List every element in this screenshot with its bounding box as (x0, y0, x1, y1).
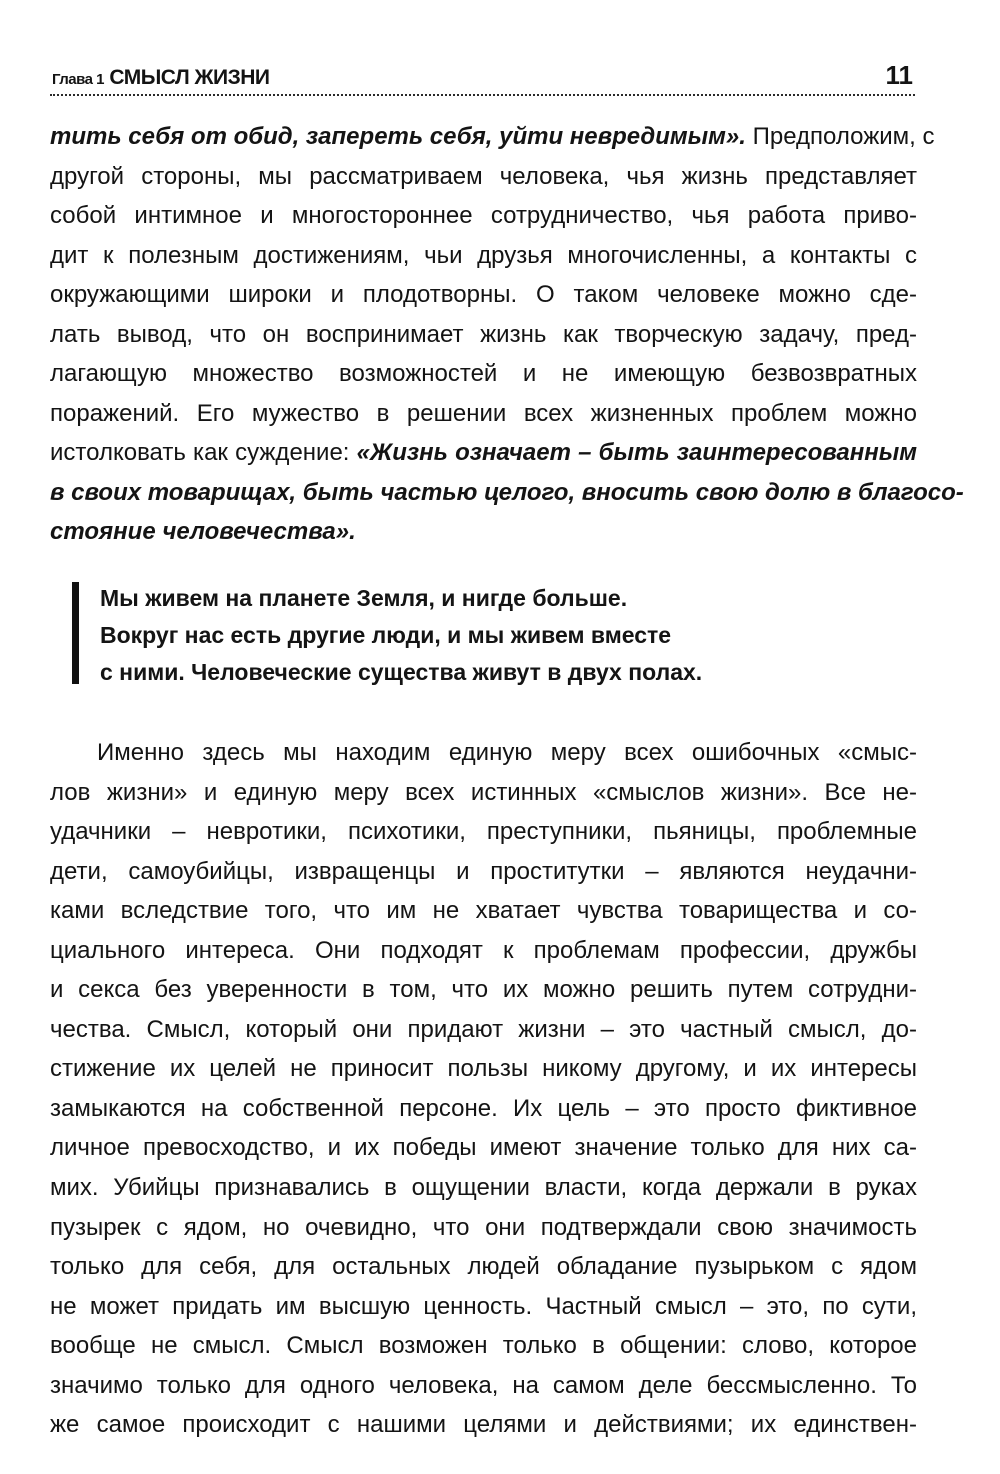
text-line (50, 275, 917, 315)
text-line: удачники – невротики, психотики, преступники, пьяницы, проблемные (50, 818, 917, 846)
chapter-title: СМЫСЛ ЖИЗНИ (109, 66, 270, 89)
text-run: другой стороны, мы рассматриваем человека, чья жизнь представляет (50, 162, 917, 190)
text-line: циального интереса. Они подходят к проблемам профессии, дружбы (50, 936, 917, 964)
text-run: дит к полезным достижениям, чьи друзья многочисленны, а контакты с (50, 241, 917, 269)
text-line: ками вследствие того, что им не хватает чувства товарищества и со- (50, 897, 917, 925)
text-line: вообще не смысл. Смысл возможен только в общении: слово, которое (50, 1332, 917, 1360)
pull-quote-line: Мы живем на планете Земля, и нигде больше. (100, 585, 628, 611)
text-run: собой интимное и многостороннее сотрудничество, чья работа приво- (50, 202, 917, 230)
text-line: чества. Смысл, который они придают жизни – это частный смысл, до- (50, 1015, 917, 1043)
running-head (50, 58, 915, 96)
text-run: истолковать как суждение: (50, 439, 357, 467)
text-line (50, 433, 917, 473)
chapter-label: Глава 1 (52, 71, 105, 88)
emphasis-run: «Жизнь означает – быть заинтересованным (356, 439, 917, 467)
text-line: мих. Убийцы признавались в ощущении власти, когда держали в руках (50, 1174, 917, 1202)
text-line: Именно здесь мы находим единую меру всех ошибочных «смыс- (97, 739, 917, 766)
text-line (50, 117, 935, 157)
pull-quote-text (100, 580, 820, 691)
text-line: дети, самоубийцы, извращенцы и проститутки – являются неудачни- (50, 857, 917, 885)
text-line: стижение их целей не приносит пользы никому другому, и их интересы (50, 1055, 917, 1083)
pull-quote-line: с ними. Человеческие существа живут в двух полах. (100, 659, 703, 685)
pull-quote-bar (72, 582, 79, 684)
page-number: 11 (885, 60, 913, 90)
text-run: Предположим, с (745, 123, 935, 150)
text-line: не может придать им высшую ценность. Частный смысл – это, по сути, (50, 1292, 917, 1320)
text-run: окружающими широки и плодотворны. О таком человеке можно сде- (50, 281, 917, 309)
text-line: личное превосходство, и их победы имеют значение только для них са- (50, 1134, 917, 1162)
text-line: замыкаются на собственной персоне. Их цель – это просто фиктивное (50, 1094, 917, 1122)
emphasis-run: стояние человечества». (50, 518, 356, 546)
text-run: лать вывод, что он воспринимает жизнь как творческую задачу, пред- (50, 320, 917, 348)
text-line: только для себя, для остальных людей обладание пузырьком с ядом (50, 1253, 917, 1281)
paragraph-2 (50, 733, 917, 1445)
text-line: пузырек с ядом, но очевидно, что они подтверждали свою значимость (50, 1213, 917, 1241)
text-line (50, 473, 964, 513)
text-line: лов жизни» и единую меру всех истинных «смыслов жизни». Все не- (50, 778, 917, 806)
text-line (50, 157, 917, 197)
text-line (50, 196, 917, 236)
text-line (50, 236, 917, 276)
text-run: поражений. Его мужество в решении всех жизненных проблем можно (50, 399, 917, 427)
emphasis-run: тить себя от обид, запереть себя, уйти невредимым». (50, 123, 746, 150)
pull-quote (72, 580, 832, 692)
emphasis-run: в своих товарищах, быть частью целого, вносить свою долю в благосо- (50, 478, 964, 506)
text-run: лагающую множество возможностей и не имеющую безвозвратных (50, 360, 917, 388)
running-title (52, 66, 270, 90)
text-line: и секса без уверенности в том, что их можно решить путем сотрудни- (50, 976, 917, 1004)
text-line: же самое происходит с нашими целями и действиями; их единствен- (50, 1411, 917, 1439)
text-line (50, 512, 917, 552)
pull-quote-line: Вокруг нас есть другие люди, и мы живем вместе (100, 622, 672, 648)
text-line (50, 354, 917, 394)
paragraph-1 (50, 117, 964, 552)
text-line: значимо только для одного человека, на самом деле бессмысленно. То (50, 1371, 917, 1399)
text-line (50, 315, 917, 355)
text-line (50, 394, 917, 434)
